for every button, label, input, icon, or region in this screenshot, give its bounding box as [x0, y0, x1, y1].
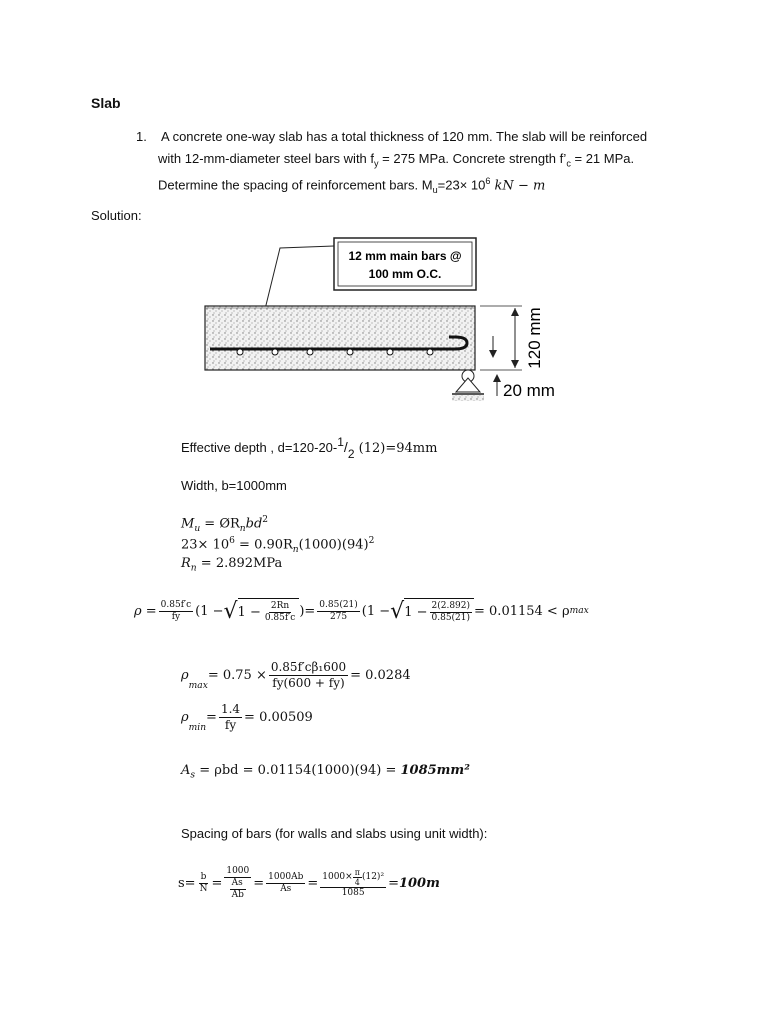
- callout-line-1: 12 mm main bars @: [348, 249, 462, 263]
- dim-cover-label: 20 mm: [503, 381, 555, 400]
- rn-result: $R_n = 2.892MPa$: [181, 556, 283, 574]
- problem-line-2: with 12-mm-diameter steel bars with $f_y = 275$ MPa. Concrete strength $f’_c = 21$ MPa.: [158, 151, 635, 169]
- slab-section-figure: [200, 236, 580, 411]
- spacing-label: Spacing of bars (for walls and slabs using unit width):: [181, 826, 488, 841]
- callout-box: [334, 238, 476, 290]
- width-line: Width, b=1000mm: [181, 478, 287, 493]
- rho-equation: ρ = $\frac{0.85f'c}{fy}$ (1 − √ 1 − $\frac{2Rn}{0.85f'c}$ )= $\frac{0.85(21)}{275}$ (1 − √ 1 − $\frac{2(2.892)}{0.85(21)}$ = 0.01154 < ρ max: [134, 598, 589, 624]
- problem-number: 1.: [136, 129, 147, 144]
- section-heading: Slab: [91, 95, 121, 111]
- callout-line-2: 100 mm O.C.: [368, 267, 442, 281]
- spacing-equation: s= $\frac{b}{N}$ = $\frac{1000}{\frac{As}{Ab}}$ = $\frac{1000Ab}{As}$ = 1000× $\frac{\pi}{4}$ (12)² 1085 = 100m: [178, 866, 440, 900]
- slab-body: [205, 306, 475, 370]
- solution-label: Solution:: [91, 208, 142, 223]
- effective-depth-line: Effective depth , d=120-20-1/2 (12)=94mm: [181, 435, 438, 461]
- support-triangle: [456, 378, 480, 392]
- dim-thickness-label: 120 mm: [525, 307, 544, 369]
- as-equation: $A_s = \rho bd = 0.01154(1000)(94) = 1085mm^2$: [181, 763, 470, 781]
- mu-substitution: $23\times 10^6 = 0.90R_n(1000)(94)^2$: [181, 536, 375, 555]
- rho-min-equation: ρ $_{min}$ = $\frac{1.4}{fy}$ = 0.00509: [181, 702, 313, 733]
- rho-max-equation: ρ $_{max}$ = 0.75 × $\frac{\text{0.85f′cβ₁600}}{fy(600 + fy)}$ = 0.0284: [181, 660, 411, 691]
- problem-line-1: A concrete one-way slab has a total thickness of 120 mm. The slab will be reinforced: [161, 129, 648, 144]
- mu-equation: $M_u$ = $ØR_nbd^2$: [181, 515, 269, 534]
- problem-line-3: Determine the spacing of reinforcement bars. $M_u=23\times 10^6$ kN − m: [158, 176, 546, 195]
